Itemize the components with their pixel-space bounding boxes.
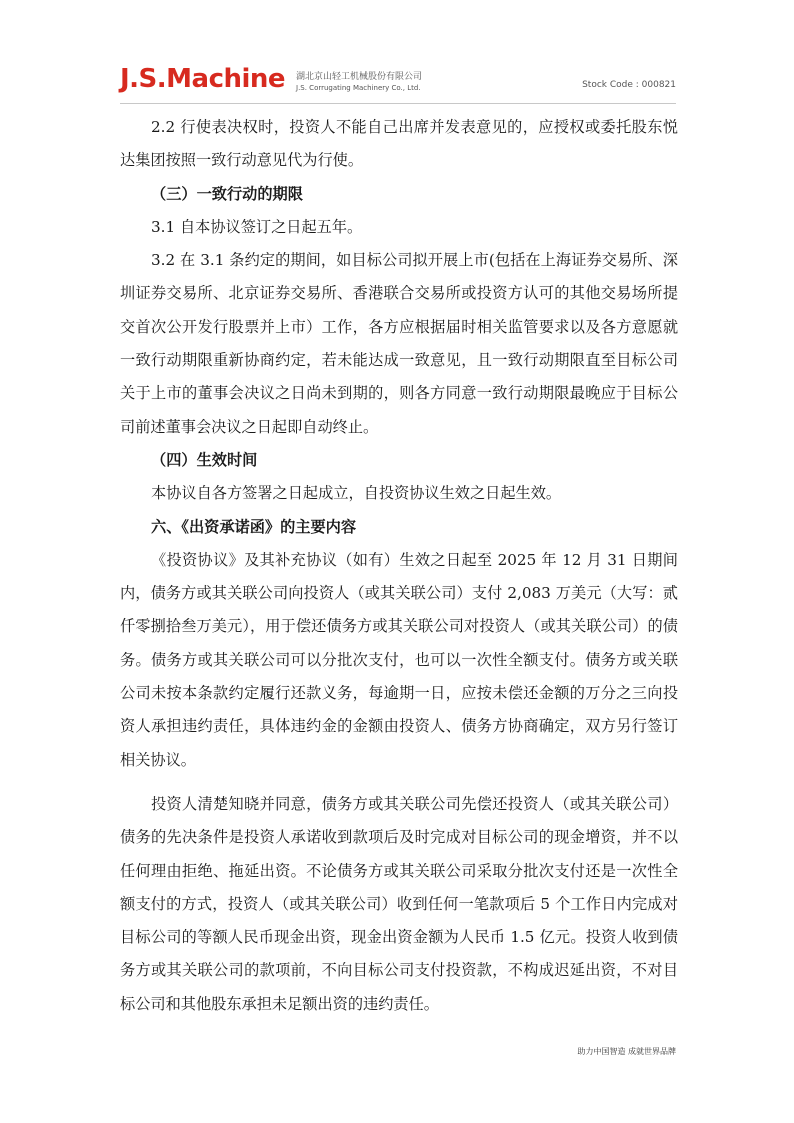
paragraph-commitment-2: 投资人清楚知晓并同意，债务方或其关联公司先偿还投资人（或其关联公司）债务的先决条件是投资人承诺收到款项后及时完成对目标公司的现金增资，并不以任何理由拒绝、拖延出资。不论债务方或其关联公司采取分批次支付还是一次性全额支付的方式，投资人（或其关联公司）收到任何一笔款项后 5 个工作日内完成对目标公司的等额人民币现金出资，现金出资金额为人民币 1.5 亿元。投资人收到债务方或其关联公司的款项前，不向目标公司支付投资款，不构成迟延出资，不对目标公司和其他股东承担未足额出资的违约责任。 xyxy=(120,794,678,1013)
stock-code: Stock Code : 000821 xyxy=(582,80,676,90)
company-name-cn: 湖北京山轻工机械股份有限公司 xyxy=(296,72,423,82)
paragraph-commitment-1: 《投资协议》及其补充协议（如有）生效之日起至 2025 年 12 月 31 日期间内，债务方或其关联公司向投资人（或其关联公司）支付 2,083 万美元（大写：贰仟零捌拾叁万美元），用于偿还债务方或其关联公司对投资人（或其关联公司）的债务。债务方或其关联公司可以分批次支付，也可以一次性全额支付。债务方或关联公司未按本条款约定履行还款义务，每逾期一日，应按未偿还金额的万分之三向投资人承担违约责任，具体违约金的金额由投资人、债务方协商确定，双方另行签订相关协议。 xyxy=(120,550,678,769)
section-heading-term: （三）一致行动的期限 xyxy=(151,184,303,203)
footer-slogan: 助力中国智造 成就世界品牌 xyxy=(577,1047,676,1056)
company-name-en: J.S. Corrugating Machinery Co., Ltd. xyxy=(296,84,421,92)
company-name xyxy=(296,72,422,93)
paragraph-3-2: 3.2 在 3.1 条约定的期间，如目标公司拟开展上市(包括在上海证券交易所、深圳证券交易所、北京证券交易所、香港联合交易所或投资方认可的其他交易场所提交首次公开发行股票并上市）工作，各方应根据届时相关监管要求以及各方意愿就一致行动期限重新协商约定，若未能达成一致意见，且一致行动期限直至目标公司关于上市的董事会决议之日尚未到期的，则各方同意一致行动期限最晚应于目标公司前述董事会决议之日起即自动终止。 xyxy=(120,251,678,436)
section-heading-commitment: 六、《出资承诺函》的主要内容 xyxy=(151,517,357,536)
document-body xyxy=(120,111,678,1021)
page-header xyxy=(120,64,676,98)
paragraph-effective: 本协议自各方签署之日起成立，自投资协议生效之日起生效。 xyxy=(151,484,562,503)
header-divider xyxy=(120,103,676,104)
section-heading-effective: （四）生效时间 xyxy=(151,450,258,469)
paragraph-3-1: 3.1 自本协议签订之日起五年。 xyxy=(151,217,363,236)
paragraph-2-2: 2.2 行使表决权时，投资人不能自己出席并发表意见的，应授权或委托股东悦达集团按照一致行动意见代为行使。 xyxy=(120,118,678,170)
company-logo: J.S.Machine xyxy=(120,64,286,94)
